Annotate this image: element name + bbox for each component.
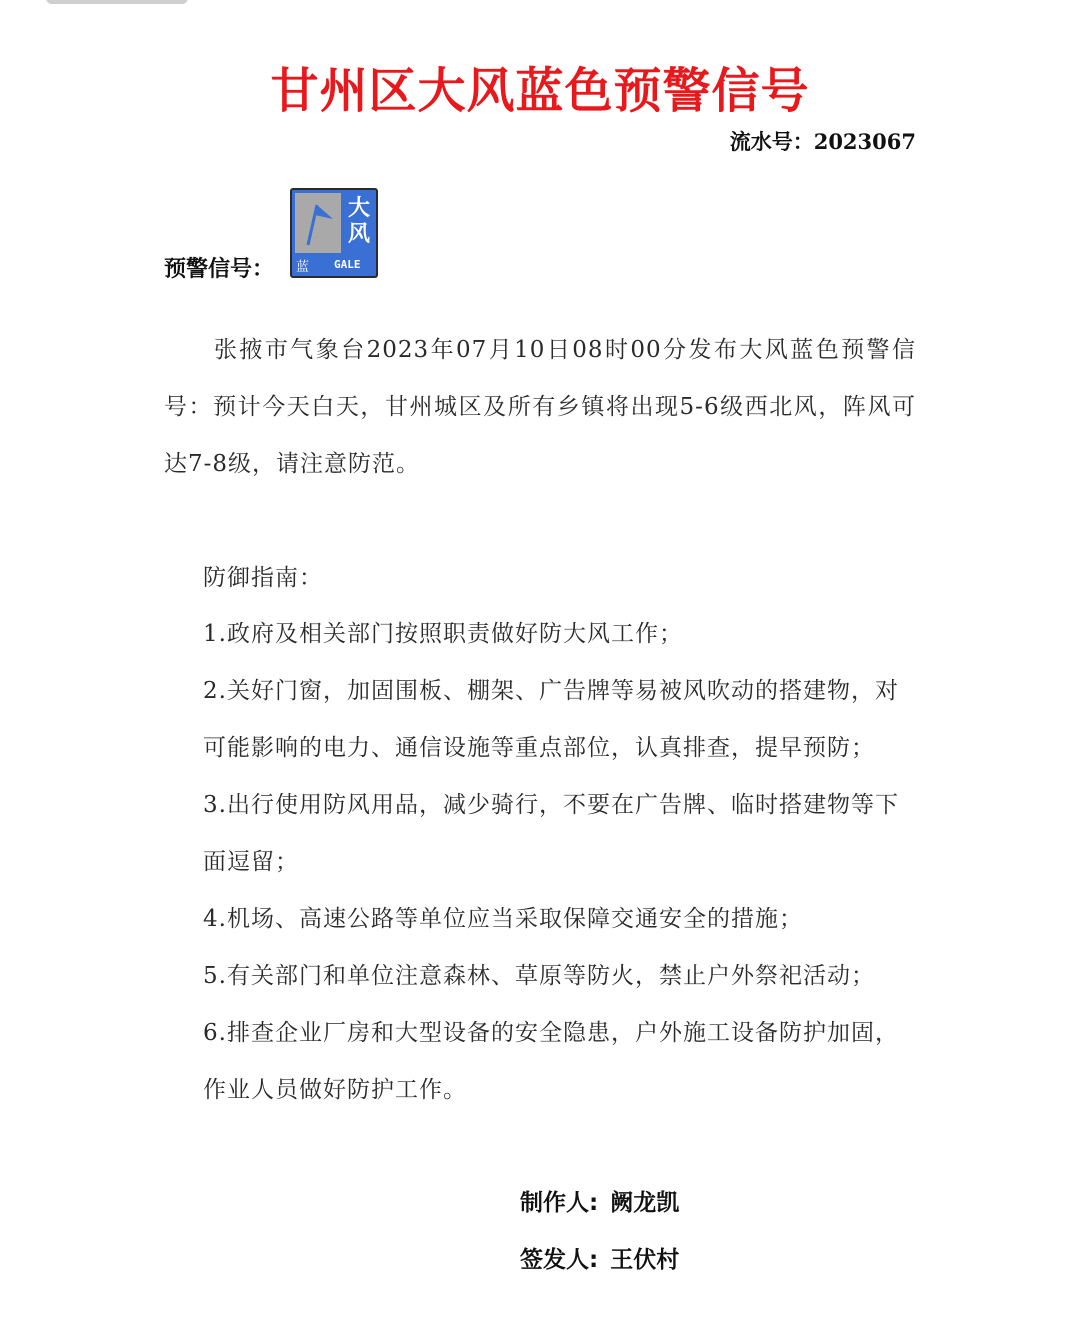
producer-name: 阙龙凯 (610, 1190, 680, 1216)
issuer-line (520, 1241, 679, 1274)
guide-item: 6.排查企业厂房和大型设备的安全隐患，户外施工设备防护加固，作业人员做好防护工作。 (203, 1020, 899, 1103)
producer-line (520, 1184, 679, 1217)
issuer-name: 王伏村 (610, 1247, 680, 1273)
signal-label: 预警信号： (164, 257, 275, 282)
guide-list (203, 606, 917, 1119)
top-scroll-bar (46, 0, 188, 4)
issuer-label: 签发人: (520, 1247, 599, 1273)
producer-label: 制作人: (520, 1190, 599, 1216)
warning-paragraph: 张掖市气象台2023年07月10日08时00分发布大风蓝色预警信号：预计今天白天，甘州城区及所有乡镇将出现5-6级西北风，阵风可达7-8级，请注意防范。 (164, 337, 916, 477)
gale-blue-warning-icon (290, 188, 378, 278)
guide-heading: 防御指南： (203, 565, 323, 591)
signal-level-text: 蓝 (296, 260, 310, 275)
guide-item: 3.出行使用防风用品，减少骑行，不要在广告牌、临时搭建物等下面逗留； (203, 792, 899, 875)
guide-item: 1.政府及相关部门按照职责做好防大风工作； (203, 621, 683, 647)
document-title: 甘州区大风蓝色预警信号 (270, 63, 810, 119)
signal-char-top: 大 (347, 196, 370, 221)
flag-icon (295, 193, 341, 253)
guide-item: 4.机场、高速公路等单位应当采取保障交通安全的措施； (203, 906, 803, 932)
guide-item: 2.关好门窗，加固围板、棚架、广告牌等易被风吹动的搭建物，对可能影响的电力、通信设施等重点部位，认真排查，提早预防； (203, 678, 899, 761)
serial-number: 流水号：2023067 (729, 129, 916, 154)
signal-char-bottom: 风 (347, 222, 370, 247)
signal-english-text: GALE (334, 258, 361, 271)
guide-item: 5.有关部门和单位注意森林、草原等防火，禁止户外祭祀活动； (203, 963, 875, 989)
